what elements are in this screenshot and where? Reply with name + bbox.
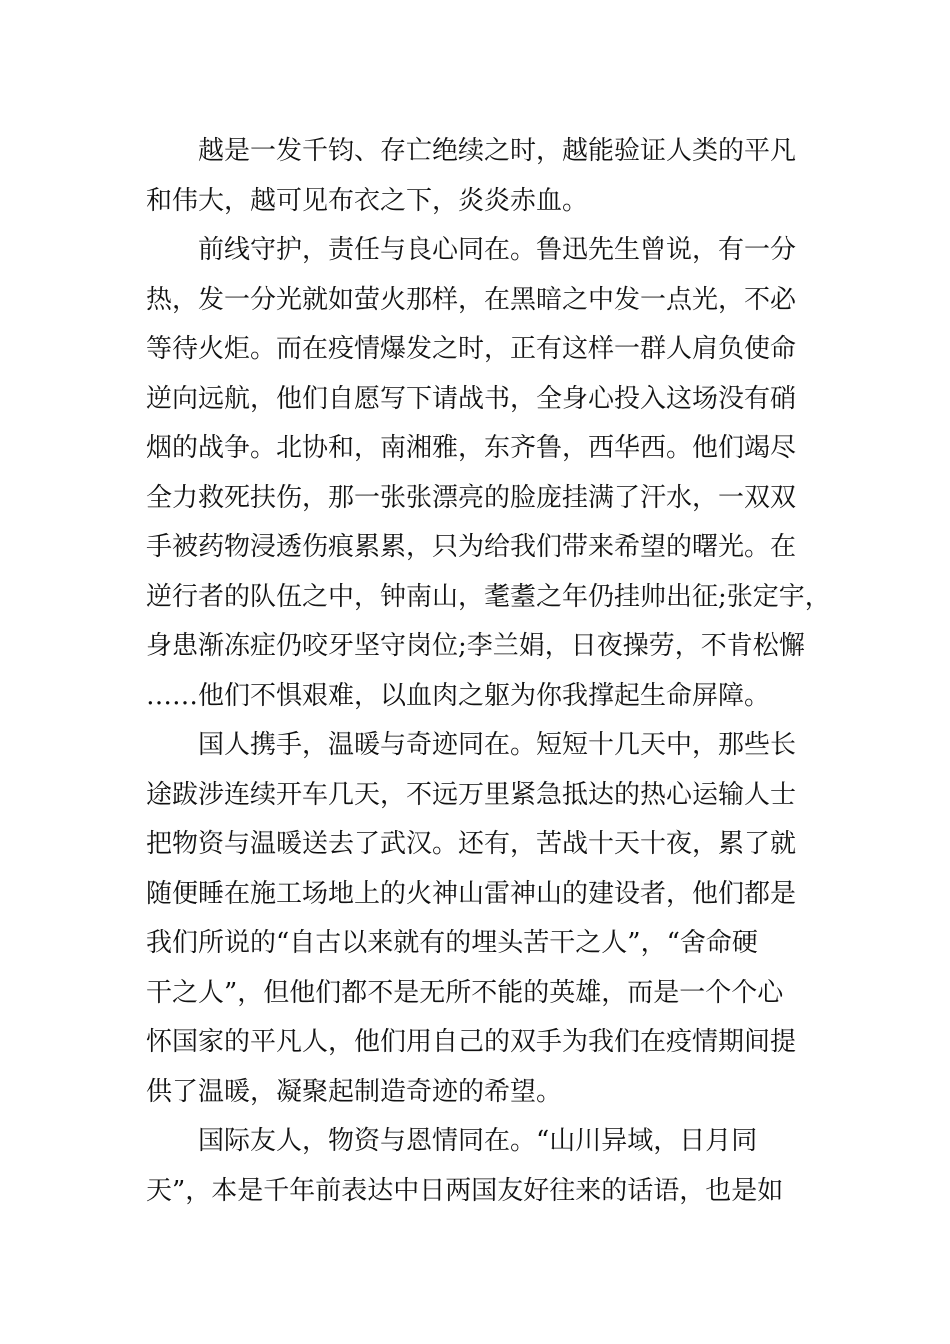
paragraph-line: 手被药物浸透伤痕累累，只为给我们带来希望的曙光。在 bbox=[146, 532, 797, 562]
paragraph-line: 干之人”，但他们都不是无所不能的英雄，而是一个个心 bbox=[146, 977, 784, 1008]
paragraph-line: 途跋涉连续开车几天，不远万里紧急抵达的热心运输人士 bbox=[146, 779, 797, 810]
paragraph-line: 热，发一分光就如萤火那样，在黑暗之中发一点光，不必 bbox=[146, 284, 797, 315]
body-text bbox=[146, 127, 831, 1216]
paragraph-line: 前线守护，责任与良心同在。鲁迅先生曾说，有一分 bbox=[198, 235, 797, 265]
paragraph-2 bbox=[146, 226, 831, 721]
paragraph-line: 烟的战争。北协和，南湘雅，东齐鲁，西华西。他们竭尽 bbox=[146, 433, 797, 463]
paragraph-line: 身患渐冻症仍咬牙坚守岗位;李兰娟，日夜操劳，不肯松懈 bbox=[146, 631, 805, 661]
paragraph-line: 等待火炬。而在疫情爆发之时，正有这样一群人肩负使命 bbox=[146, 334, 797, 364]
paragraph-line: 国际友人，物资与恩情同在。“山川异域，日月同 bbox=[198, 1126, 758, 1156]
paragraph-line: 随便睡在施工场地上的火神山雷神山的建设者，他们都是 bbox=[146, 878, 797, 909]
paragraph-line: ……他们不惧艰难，以血肉之躯为你我撑起生命屏障。 bbox=[146, 680, 771, 711]
paragraph-line: 天”，本是千年前表达中日两国友好往来的话语，也是如 bbox=[146, 1175, 784, 1206]
paragraph-line: 全力救死扶伤，那一张张漂亮的脸庞挂满了汗水，一双双 bbox=[146, 482, 797, 513]
paragraph-line: 供了温暖，凝聚起制造奇迹的希望。 bbox=[146, 1076, 563, 1107]
paragraph-line: 国人携手，温暖与奇迹同在。短短十几天中，那些长 bbox=[198, 730, 797, 760]
paragraph-1 bbox=[146, 127, 806, 226]
paragraph-line: 我们所说的“自古以来就有的埋头苦干之人”，“舍命硬 bbox=[146, 928, 758, 958]
paragraph-line: 把物资与温暖送去了武汉。还有，苦战十天十夜，累了就 bbox=[146, 829, 797, 859]
paragraph-line: 和伟大，越可见布衣之下，炎炎赤血。 bbox=[146, 185, 589, 216]
paragraph-line: 逆行者的队伍之中，钟南山，耄耋之年仍挂帅出征;张定宇， bbox=[146, 581, 831, 612]
paragraph-line: 越是一发千钧、存亡绝续之时，越能验证人类的平凡 bbox=[198, 136, 797, 166]
paragraph-3 bbox=[146, 721, 806, 1117]
paragraph-4 bbox=[146, 1117, 806, 1216]
paragraph-line: 怀国家的平凡人，他们用自己的双手为我们在疫情期间提 bbox=[146, 1027, 797, 1057]
paragraph-line: 逆向远航，他们自愿写下请战书，全身心投入这场没有硝 bbox=[146, 383, 797, 414]
